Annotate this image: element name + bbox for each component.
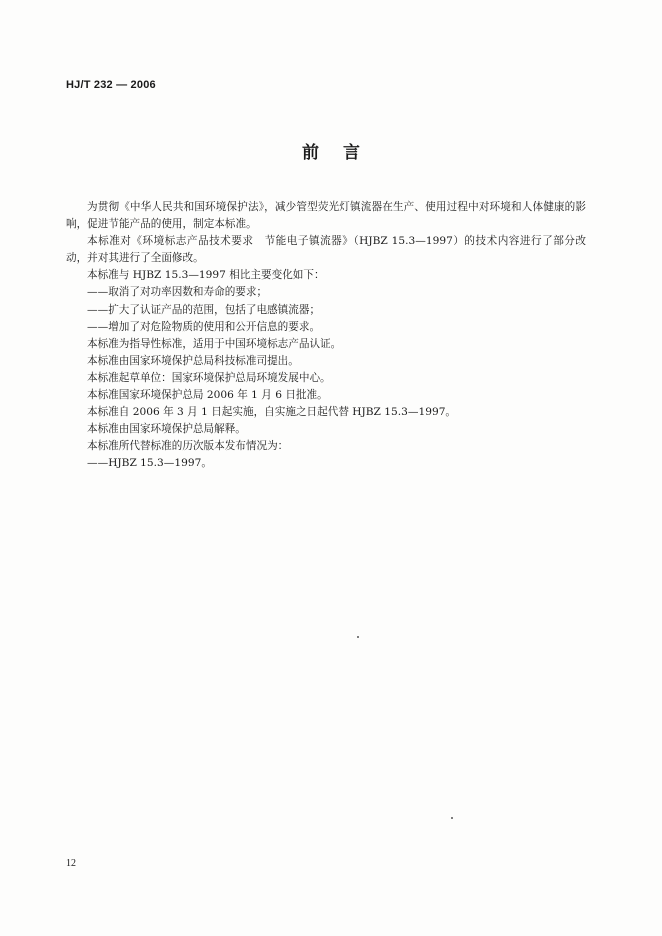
list-item: ——HJBZ 15.3—1997。 <box>87 457 212 470</box>
scan-speck <box>357 636 359 638</box>
paragraph: 本标准由国家环境保护总局科技标准司提出。 <box>87 354 299 367</box>
paragraph: 本标准对《环境标志产品技术要求 节能电子镇流器》（HJBZ 15.3—1997）的技术内容进行了部分改动，并对其进行了全面修改。 <box>66 235 586 265</box>
list-item: ——增加了对危险物质的使用和公开信息的要求。 <box>87 320 321 333</box>
page-number: 12 <box>66 858 76 869</box>
foreword-body <box>66 199 586 473</box>
paragraph: 本标准国家环境保护总局 2006 年 1 月 6 日批准。 <box>87 389 328 402</box>
paragraph: 本标准起草单位：国家环境保护总局环境发展中心。 <box>87 371 331 384</box>
paragraph: 本标准自 2006 年 3 月 1 日起实施，自实施之日起代替 HJBZ 15.3—1997。 <box>87 406 457 419</box>
list-item: ——扩大了认证产品的范围，包括了电感镇流器； <box>87 303 321 316</box>
paragraph: 本标准由国家环境保护总局解释。 <box>87 423 246 436</box>
page-title: 前言 <box>302 143 384 163</box>
list-item: ——取消了对功率因数和寿命的要求； <box>87 286 268 299</box>
paragraph: 本标准与 HJBZ 15.3—1997 相比主要变化如下： <box>87 269 325 282</box>
scan-speck <box>451 817 453 819</box>
paragraph: 本标准为指导性标准，适用于中国环境标志产品认证。 <box>87 337 342 350</box>
paragraph: 本标准所代替标准的历次版本发布情况为： <box>87 440 289 453</box>
standard-code: HJ/T 232 — 2006 <box>66 79 156 91</box>
paragraph: 为贯彻《中华人民共和国环境保护法》，减少管型荧光灯镇流器在生产、使用过程中对环境和人体健康的影响，促进节能产品的使用，制定本标准。 <box>66 201 586 231</box>
